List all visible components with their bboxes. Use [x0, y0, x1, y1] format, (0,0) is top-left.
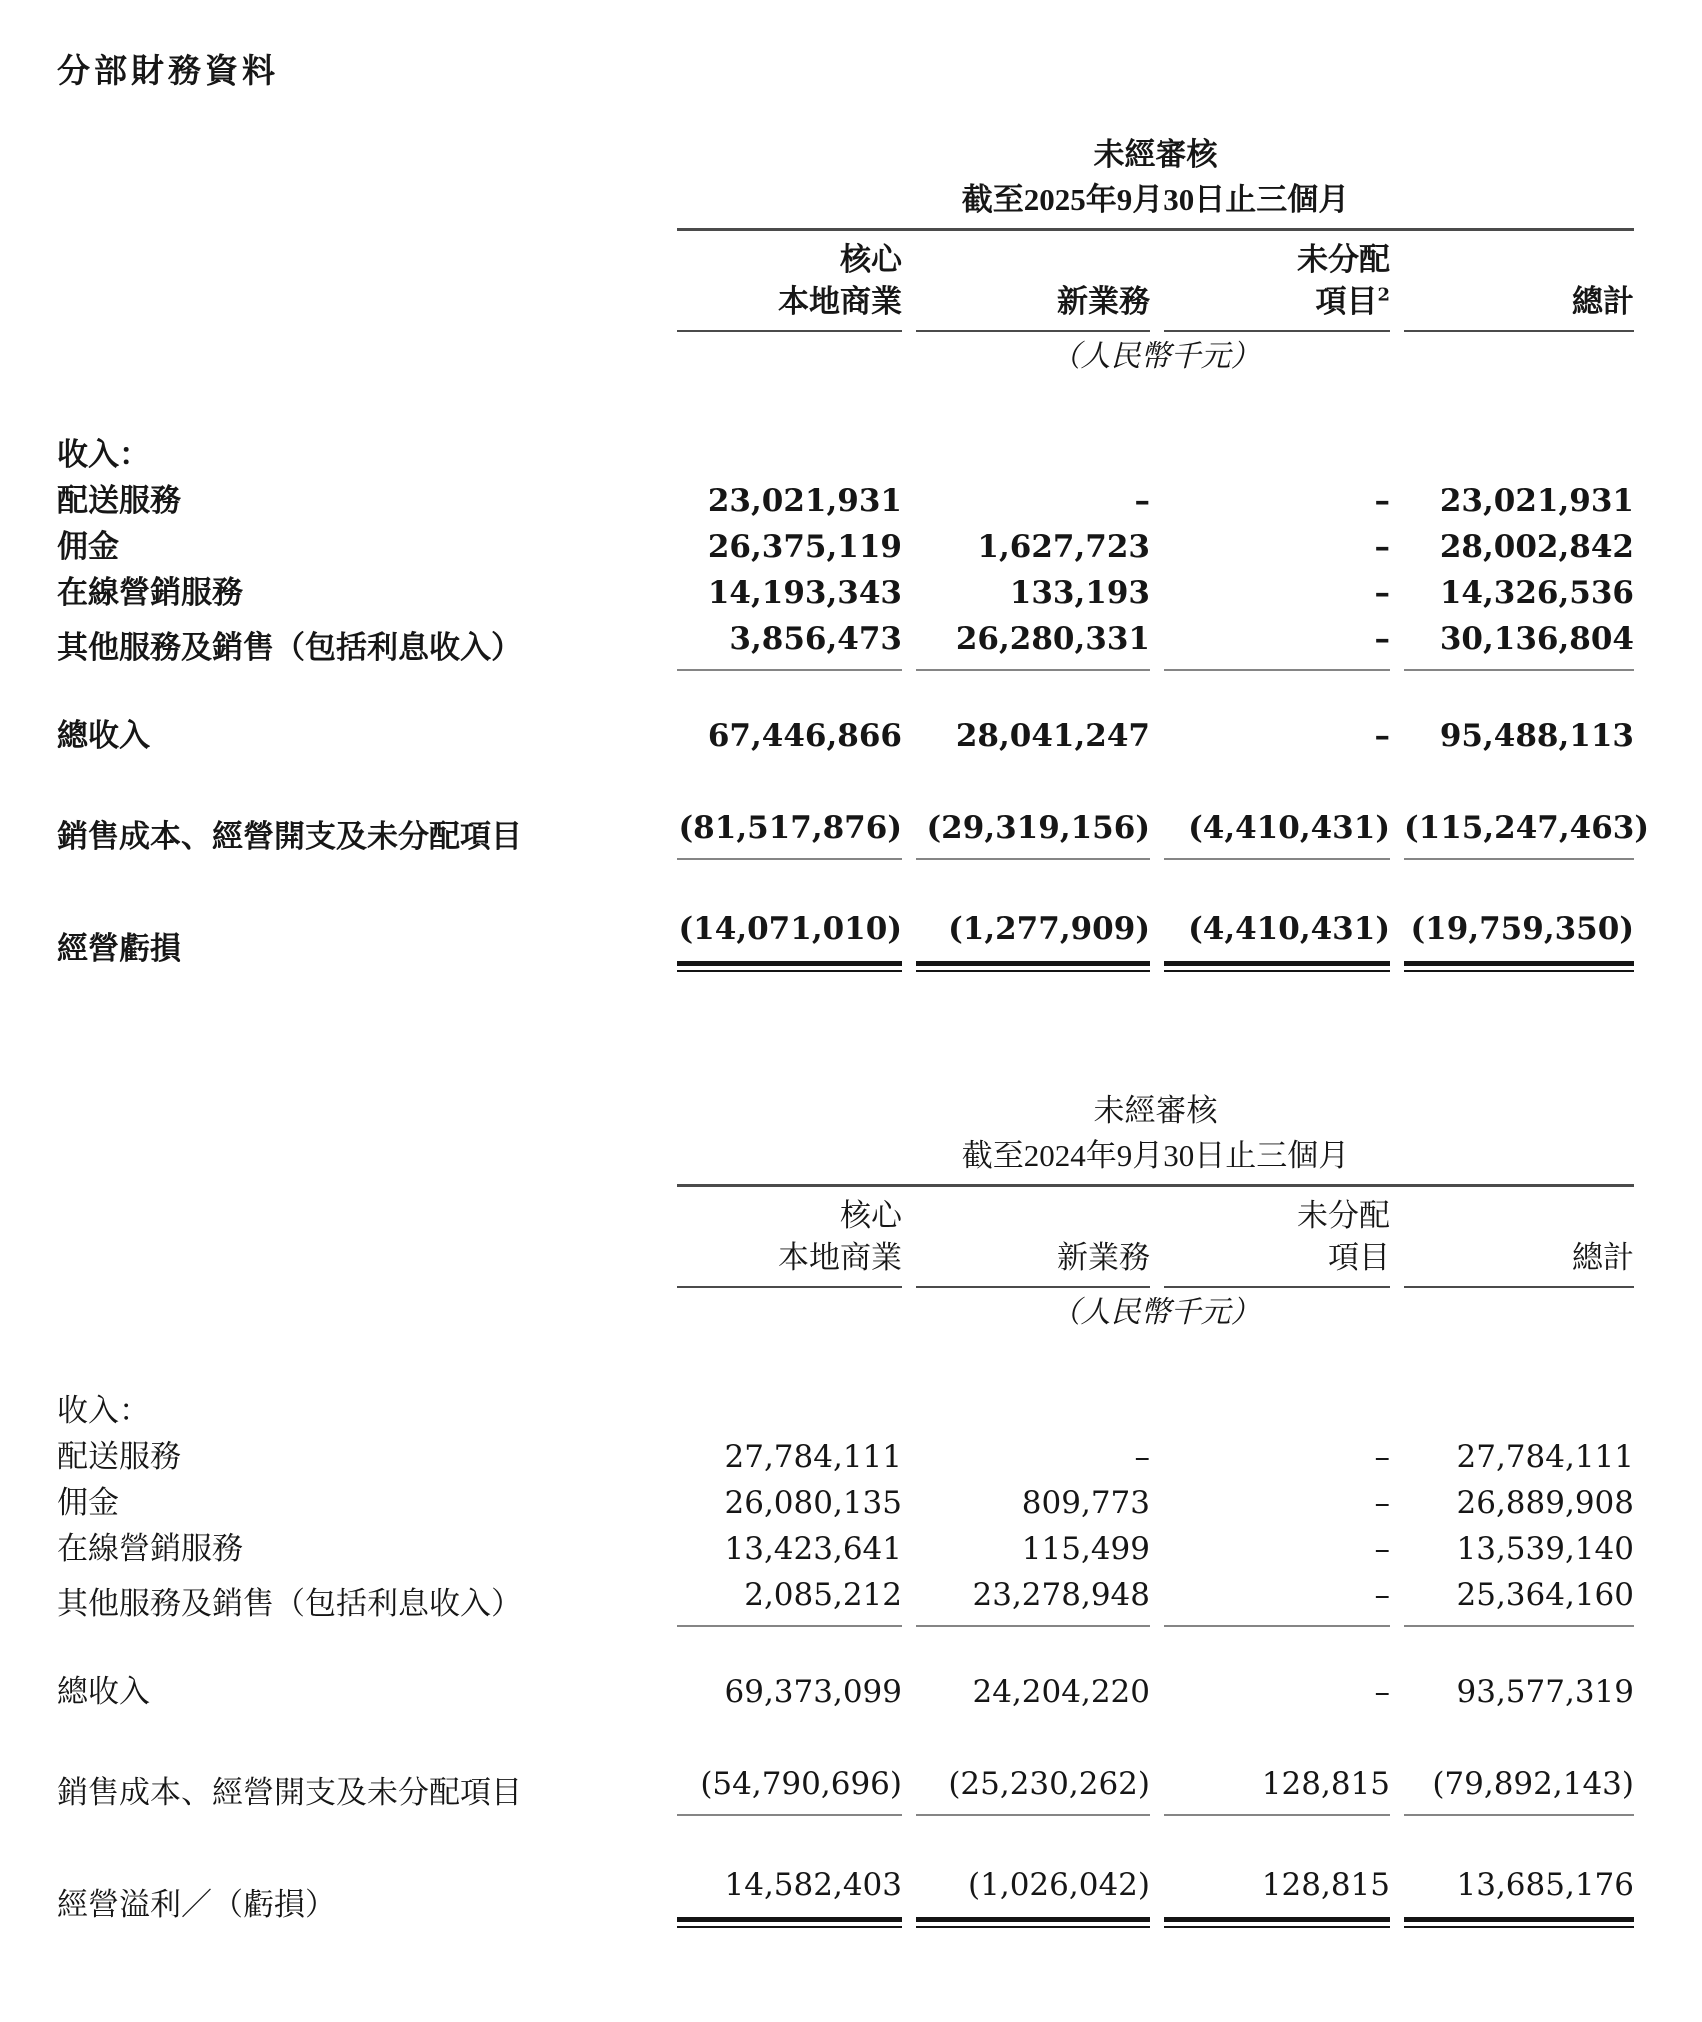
unit-note: （人民幣千元）	[1050, 340, 1261, 373]
cell-unallocated: –	[1374, 529, 1390, 565]
section-label-revenue: 收入：	[57, 437, 150, 472]
cell-new: 28,041,247	[955, 718, 1150, 754]
row-label: 其他服務及銷售（包括利息收入）	[57, 630, 522, 665]
cell-total: 14,326,536	[1439, 575, 1634, 611]
cell-core: 26,080,135	[724, 1485, 902, 1521]
row-label: 銷售成本、經營開支及未分配項目	[57, 1775, 522, 1810]
cell-core: (54,790,696)	[677, 1761, 902, 1816]
row-label: 佣金	[57, 529, 119, 564]
cell-unallocated: –	[1374, 1531, 1390, 1567]
cell-unallocated: –	[1374, 575, 1390, 611]
cell-unallocated: –	[1374, 1485, 1390, 1521]
cell-new: 23,278,948	[916, 1572, 1150, 1627]
cell-core: 2,085,212	[677, 1572, 902, 1627]
cell-total: 95,488,113	[1439, 718, 1634, 754]
row-commission	[57, 524, 1645, 570]
period-row	[57, 1134, 1645, 1187]
row-label: 配送服務	[57, 483, 181, 518]
cell-new: 133,193	[1009, 575, 1150, 611]
row-commission	[57, 1480, 1645, 1526]
col-header-unallocated-items: 未分配 項目	[1164, 1187, 1390, 1288]
cell-new: (1,277,909)	[916, 906, 1150, 972]
row-operating-loss	[57, 906, 1645, 972]
cell-core: 13,423,641	[724, 1531, 902, 1567]
cell-new: 1,627,723	[977, 529, 1150, 565]
cell-unallocated: –	[1374, 1674, 1390, 1710]
row-label: 其他服務及銷售（包括利息收入）	[57, 1586, 522, 1621]
cell-new: –	[1134, 483, 1150, 519]
row-total-revenues	[57, 713, 1645, 759]
col-header-total: 總計	[1404, 231, 1634, 332]
section-label-revenue: 收入：	[57, 1393, 150, 1428]
cell-new: (25,230,262)	[916, 1761, 1150, 1816]
row-online-marketing	[57, 1526, 1645, 1572]
row-total-revenues	[57, 1669, 1645, 1715]
segment-table-2025	[57, 132, 1650, 972]
status-label: 未經審核	[1093, 1093, 1218, 1128]
cell-total: 27,784,111	[1456, 1439, 1634, 1475]
cell-core: 27,784,111	[724, 1439, 902, 1475]
cell-core: 69,373,099	[724, 1674, 902, 1710]
cell-new: 809,773	[1021, 1485, 1150, 1521]
cell-unallocated: –	[1374, 718, 1390, 754]
row-label: 總收入	[57, 718, 150, 753]
cell-core: 14,582,403	[677, 1862, 902, 1928]
unit-note: （人民幣千元）	[1050, 1296, 1261, 1329]
section-row-revenue	[57, 1388, 1645, 1434]
row-online-marketing	[57, 570, 1645, 616]
cell-new: (29,319,156)	[916, 805, 1150, 860]
cell-core: 67,446,866	[707, 718, 902, 754]
row-delivery-services	[57, 478, 1645, 524]
section-row-revenue	[57, 432, 1645, 478]
cell-unallocated: (4,410,431)	[1164, 805, 1390, 860]
cell-core: 3,856,473	[677, 616, 902, 671]
cell-unallocated: 128,815	[1164, 1862, 1390, 1928]
cell-unallocated: –	[1374, 483, 1390, 519]
row-other-services	[57, 616, 1645, 671]
row-other-services	[57, 1572, 1645, 1627]
cell-total: 30,136,804	[1404, 616, 1634, 671]
status-row	[57, 1088, 1645, 1134]
cell-core: 23,021,931	[707, 483, 902, 519]
cell-total: 13,685,176	[1404, 1862, 1634, 1928]
cell-new: 26,280,331	[916, 616, 1150, 671]
cell-new: –	[1134, 1439, 1150, 1475]
cell-total: (115,247,463)	[1404, 805, 1634, 860]
row-label: 在線營銷服務	[57, 575, 243, 610]
cell-total: 23,021,931	[1439, 483, 1634, 519]
row-label: 總收入	[57, 1674, 150, 1709]
cell-unallocated: –	[1164, 1572, 1390, 1627]
row-label: 經營虧損	[57, 931, 181, 966]
cell-total: 25,364,160	[1404, 1572, 1634, 1627]
row-label: 銷售成本、經營開支及未分配項目	[57, 819, 522, 854]
cell-unallocated: –	[1164, 616, 1390, 671]
cell-core: (81,517,876)	[677, 805, 902, 860]
status-row	[57, 132, 1645, 178]
segment-table-2024	[57, 1088, 1645, 1928]
row-label: 在線營銷服務	[57, 1531, 243, 1566]
footnote-superscript: 2	[1377, 284, 1390, 306]
cell-total: 28,002,842	[1439, 529, 1634, 565]
column-header-row	[57, 1187, 1645, 1288]
row-label: 佣金	[57, 1485, 119, 1520]
cell-core: (14,071,010)	[677, 906, 902, 972]
period-label: 截至2025年9月30日止三個月	[677, 178, 1634, 231]
col-header-total: 總計	[1404, 1187, 1634, 1288]
cell-new: 24,204,220	[972, 1674, 1150, 1710]
page-title: 分部財務資料	[57, 52, 279, 89]
cell-total: 13,539,140	[1456, 1531, 1634, 1567]
cell-unallocated: –	[1374, 1439, 1390, 1475]
cell-total: (79,892,143)	[1404, 1761, 1634, 1816]
cell-new: 115,499	[1021, 1531, 1150, 1567]
row-delivery-services	[57, 1434, 1645, 1480]
col-header-core-local-commerce: 核心 本地商業	[677, 1187, 902, 1288]
col-header-unallocated-items: 未分配 項目$^2$	[1164, 231, 1390, 332]
cell-unallocated: 128,815	[1164, 1761, 1390, 1816]
col-header-core-local-commerce: 核心 本地商業	[677, 231, 902, 332]
col-header-new-initiatives: 新業務	[916, 1187, 1150, 1288]
row-operating-profit-loss	[57, 1862, 1645, 1928]
row-label: 配送服務	[57, 1439, 181, 1474]
cell-total: 93,577,319	[1456, 1674, 1634, 1710]
row-costs-expenses	[57, 1761, 1645, 1816]
cell-new: (1,026,042)	[916, 1862, 1150, 1928]
period-row	[57, 178, 1645, 231]
row-label: 經營溢利／（虧損）	[57, 1887, 336, 1922]
cell-total: 26,889,908	[1456, 1485, 1634, 1521]
col-header-new-initiatives: 新業務	[916, 231, 1150, 332]
unit-row	[57, 1290, 1645, 1336]
unit-row	[57, 334, 1645, 380]
row-costs-expenses	[57, 805, 1650, 860]
cell-unallocated: (4,410,431)	[1164, 906, 1390, 972]
cell-total: (19,759,350)	[1404, 906, 1634, 972]
status-label: 未經審核	[1093, 137, 1218, 172]
cell-core: 26,375,119	[707, 529, 902, 565]
cell-core: 14,193,343	[707, 575, 902, 611]
period-label: 截至2024年9月30日止三個月	[677, 1134, 1634, 1187]
column-header-row	[57, 231, 1645, 332]
